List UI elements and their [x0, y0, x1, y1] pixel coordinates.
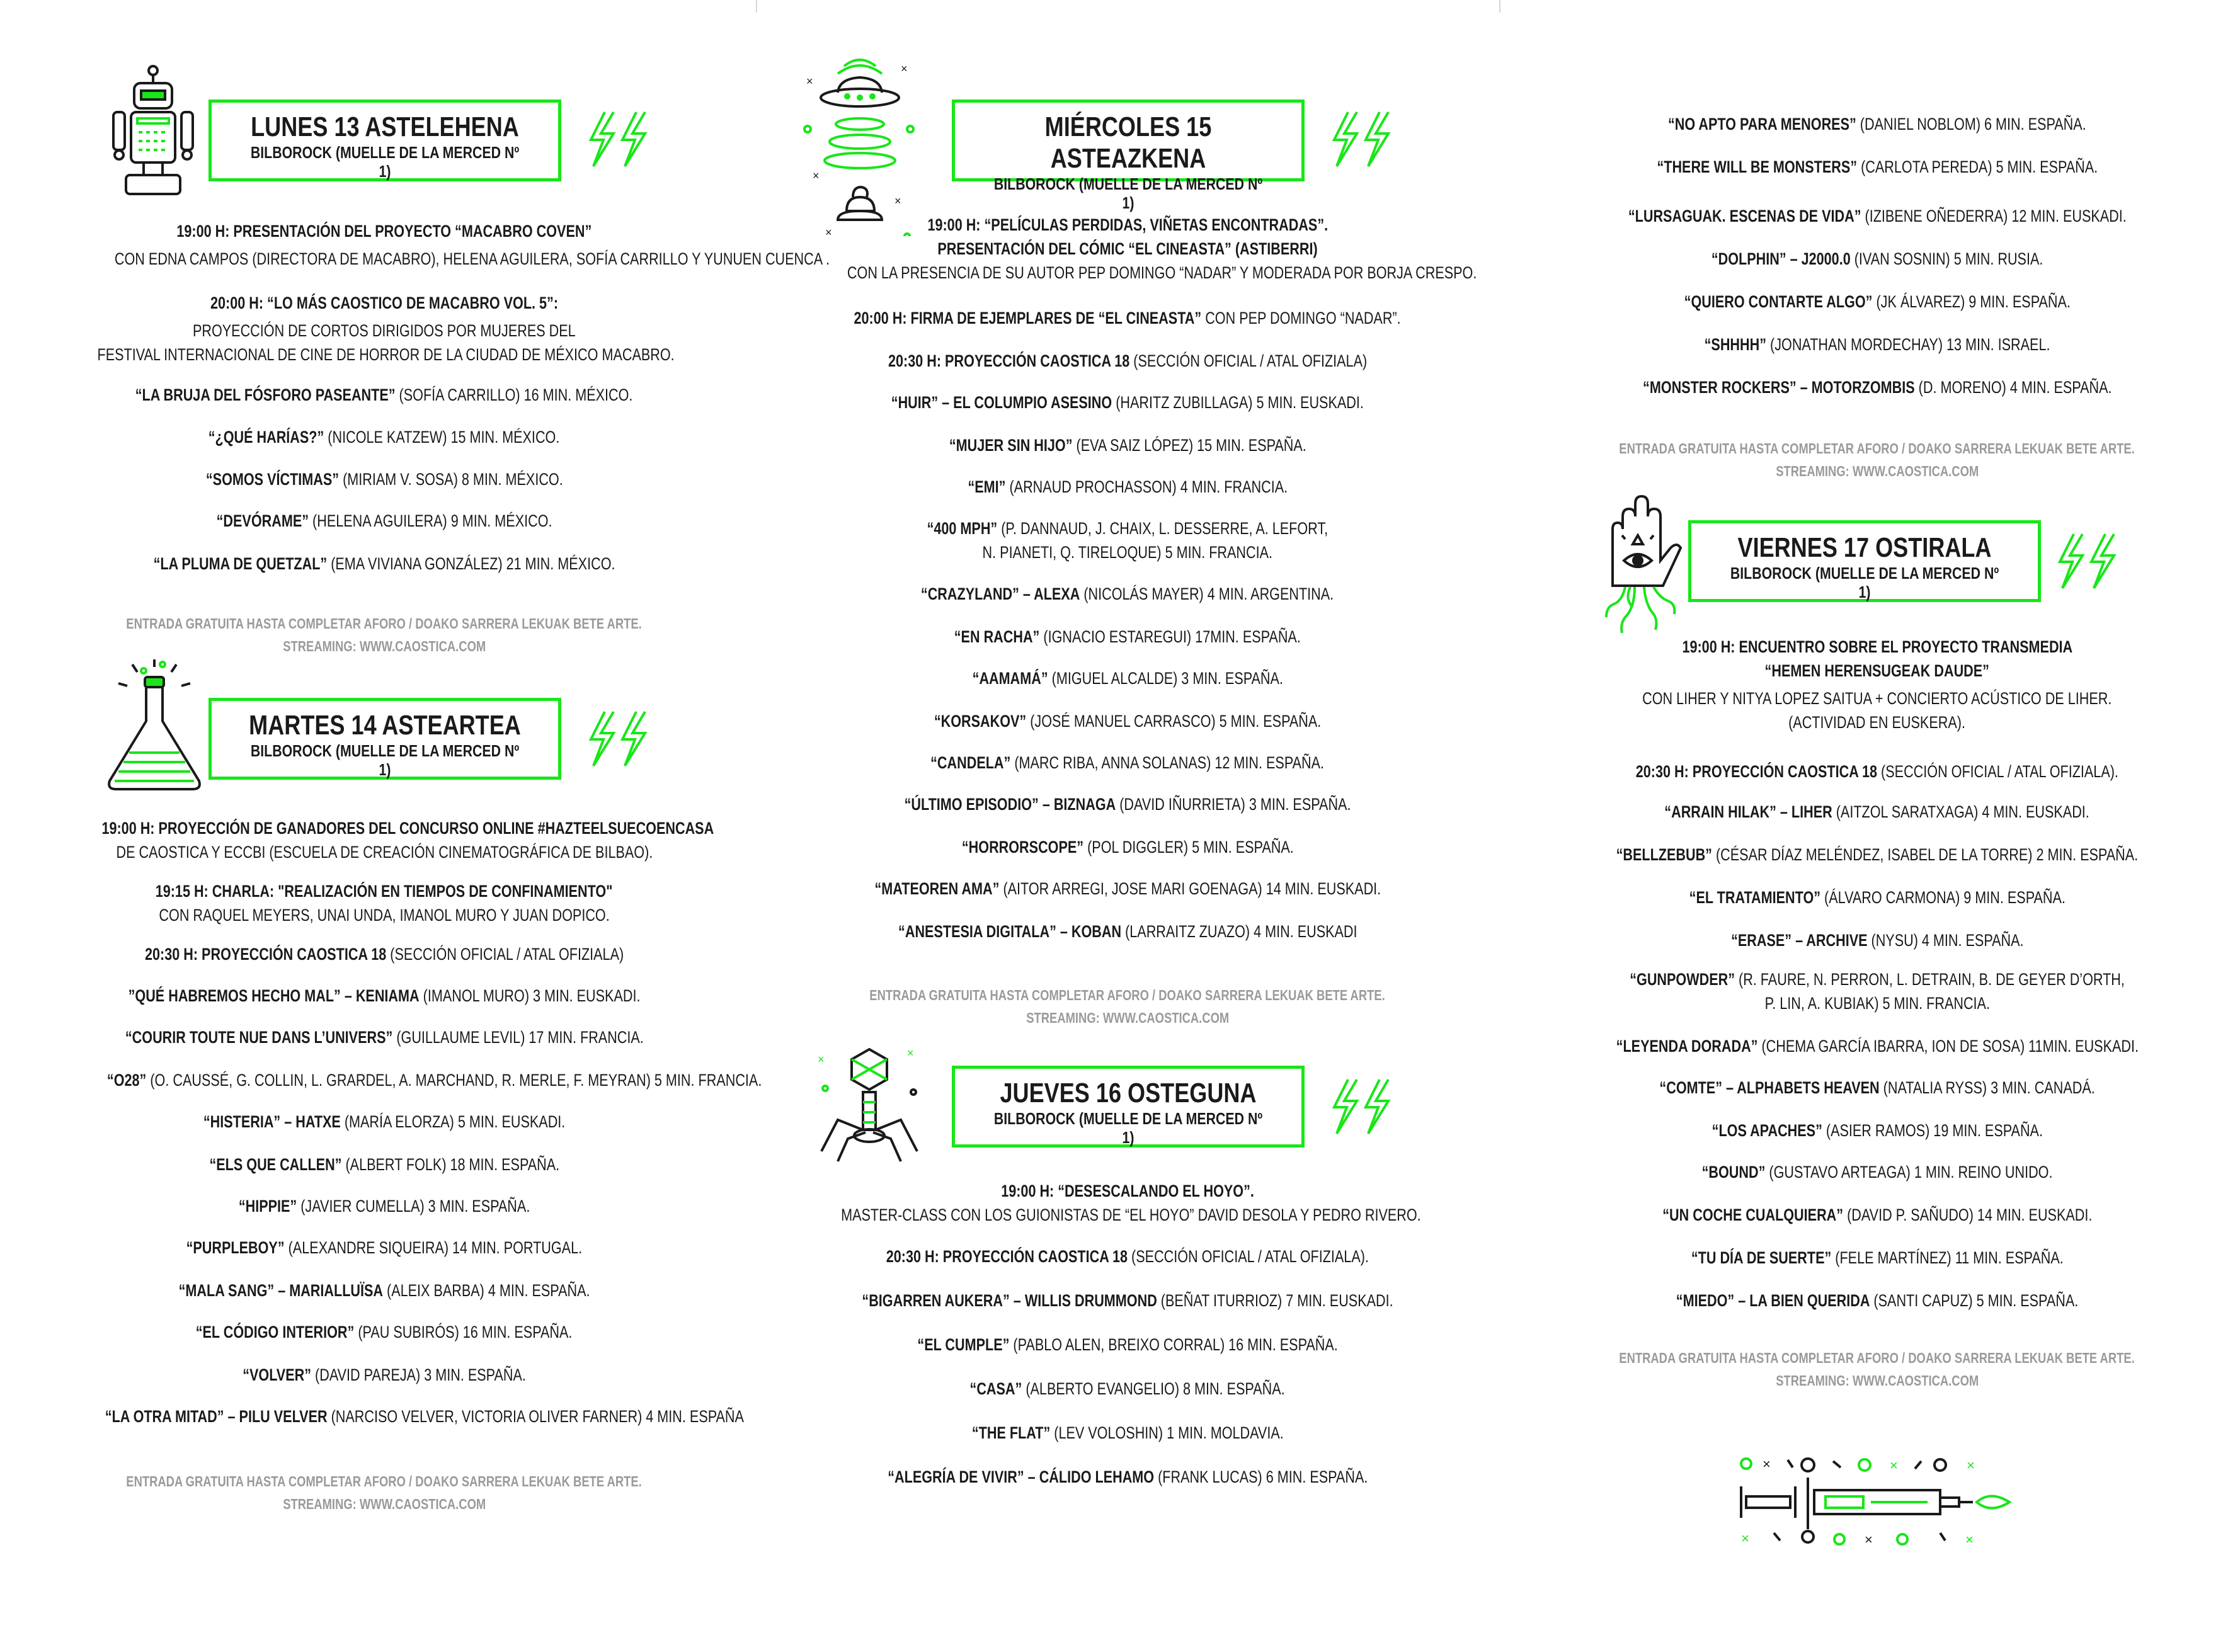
program-title: “ARRAIN HILAK” – LIHER — [1664, 802, 1833, 821]
program-title: “THERE WILL BE MONSTERS” — [1657, 157, 1857, 176]
program-title: “BELLZEBUB” — [1616, 845, 1713, 864]
program-details: (DANIEL NOBLOM) 6 MIN. ESPAÑA. — [1856, 115, 2086, 134]
day-venue: BILBOROCK (MUELLE DE LA MERCED Nº 1) — [250, 741, 520, 779]
lightning-bolts-icon — [1329, 111, 1398, 168]
program-title: “LA OTRA MITAD” – PILU VELVER — [105, 1407, 328, 1426]
program-title: “DOLPHIN” – J2000.0 — [1711, 249, 1851, 268]
program-title: “LEYENDA DORADA” — [1616, 1037, 1758, 1056]
day-box-jueves — [952, 1066, 1305, 1148]
program-line — [769, 1245, 1487, 1268]
program-title: “AAMAMÁ” — [972, 669, 1048, 688]
program-line — [25, 1404, 743, 1428]
program-title: “HISTERIA” – HATXE — [203, 1112, 341, 1131]
program-details: (NATALIA RYSS) 3 MIN. CANADÁ. — [1879, 1078, 2095, 1097]
program-line — [25, 903, 743, 927]
program-line — [769, 1377, 1487, 1401]
program-details: (NARCISO VELVER, VICTORIA OLIVER FARNER) 4 MIN. ESPAÑA — [327, 1407, 744, 1426]
program-title: “CASA” — [969, 1379, 1022, 1398]
program-details: CON PEP DOMINGO “NADAR”. — [1201, 309, 1402, 328]
program-details: (P. DANNAUD, J. CHAIX, L. DESSERRE, A. LEFORT, — [997, 519, 1329, 538]
program-details: (PABLO ALEN, BREIXO CORRAL) 16 MIN. ESPAÑA. — [1009, 1335, 1338, 1354]
program-title: 20:00 H: “LO MÁS CAOSTICO DE MACABRO VOL. 5”: — [210, 293, 559, 312]
program-details: (ALEXANDRE SIQUEIRA) 14 MIN. PORTUGAL. — [284, 1238, 583, 1257]
eye-hand-icon — [1587, 491, 1688, 636]
bacteriophage-icon — [813, 1044, 926, 1164]
program-line — [1537, 635, 2217, 659]
program-title: “KORSAKOV” — [934, 712, 1027, 731]
program-details: (ARNAUD PROCHASSON) 4 MIN. FRANCIA. — [1005, 477, 1288, 496]
program-title: “HUIR” – EL COLUMPIO ASESINO — [891, 393, 1112, 412]
robot-icon — [100, 63, 207, 202]
program-details: (ALEIX BARBA) 4 MIN. ESPAÑA. — [382, 1281, 590, 1300]
program-title: “O28” — [106, 1071, 147, 1090]
program-details: (SOFÍA CARRILLO) 16 MIN. MÉXICO. — [395, 385, 633, 404]
program-line — [769, 1289, 1487, 1313]
program-details: (CHEMA GARCÍA IBARRA, ION DE SOSA) 11MIN. EUSKADI. — [1757, 1037, 2139, 1056]
program-title: “COMTE” – ALPHABETS HEAVEN — [1659, 1078, 1880, 1097]
program-details: (SECCIÓN OFICIAL / ATAL OFIZIALA) — [386, 945, 624, 964]
program-line — [25, 1068, 762, 1092]
program-title: “MALA SANG” – MARIALLUÏSA — [178, 1281, 383, 1300]
program-line — [25, 1110, 743, 1134]
program-title: “TU DÍA DE SUERTE” — [1691, 1248, 1831, 1267]
program-title: “400 MPH” — [927, 519, 998, 538]
program-title: “UN COCHE CUALQUIERA” — [1662, 1205, 1843, 1224]
program-line — [769, 390, 1487, 414]
program-details: (MARÍA ELORZA) 5 MIN. EUSKADI. — [340, 1112, 566, 1131]
program-title: “LA PLUMA DE QUETZAL” — [153, 554, 328, 573]
svg-text:×: × — [1763, 1456, 1771, 1472]
program-line — [1537, 991, 2217, 1015]
lightning-bolts-icon — [1329, 1078, 1398, 1135]
program-title: “HIPPIE” — [238, 1197, 297, 1216]
lightning-bolts-icon — [2055, 533, 2124, 590]
program-details: (IGNACIO ESTAREGUI) 17MIN. ESPAÑA. — [1039, 627, 1301, 646]
program-title: “COURIR TOUTE NUE DANS L’UNIVERS” — [125, 1028, 392, 1047]
program-details: (LARRAITZ ZUAZO) 4 MIN. EUSKADI — [1121, 922, 1357, 941]
program-line — [25, 1194, 743, 1218]
ufo-icon — [800, 54, 920, 236]
program-line — [769, 625, 1487, 649]
program-line — [769, 1179, 1487, 1203]
day-title: MIÉRCOLES 15 ASTEAZKENA — [1044, 111, 1212, 174]
day-box-miercoles — [952, 100, 1305, 212]
program-details: (HARITZ ZUBILLAGA) 5 MIN. EUSKADI. — [1112, 393, 1364, 412]
program-title: “HORRORSCOPE” — [961, 838, 1083, 857]
program-line — [25, 1153, 743, 1176]
program-line — [25, 319, 743, 343]
program-details: (CÉSAR DÍAZ MELÉNDEZ, ISABEL DE LA TORRE) 2 MIN. ESPAÑA. — [1712, 845, 2139, 864]
column-thursday-cont-friday — [1537, 0, 2217, 1652]
program-line — [1537, 760, 2217, 783]
program-line — [769, 349, 1487, 373]
program-details: (AITOR ARREGI, JOSE MARI GOENAGA) 14 MIN. EUSKADI. — [999, 879, 1381, 898]
program-details: (ALBERT FOLK) 18 MIN. ESPAÑA. — [341, 1155, 559, 1174]
day-title: VIERNES 17 OSTIRALA — [1737, 532, 1992, 563]
entry-note: ENTRADA GRATUITA HASTA COMPLETAR AFORO / DOAKO SARRERA LEKUAK BETE ARTE. — [869, 987, 1386, 1003]
program-line — [1537, 333, 2217, 356]
svg-text:×: × — [1741, 1530, 1749, 1546]
day-title: JUEVES 16 OSTEGUNA — [1000, 1078, 1257, 1108]
program-title: “PURPLEBOY” — [186, 1238, 285, 1257]
program-title: PRESENTACIÓN DEL CÓMIC “EL CINEASTA” (ASTIBERRI) — [937, 239, 1318, 258]
day-box-viernes — [1688, 520, 2041, 602]
program-line — [25, 552, 743, 576]
program-line — [1537, 1203, 2217, 1227]
svg-text:×: × — [813, 169, 820, 182]
program-title: “EN RACHA” — [954, 627, 1040, 646]
program-line — [1537, 967, 2217, 991]
program-title: “MUJER SIN HIJO” — [949, 436, 1073, 455]
program-title: 19:00 H: PROYECCIÓN DE GANADORES DEL CONCURSO ONLINE #HAZTEELSUECOENCASA — [101, 819, 714, 838]
program-line — [1537, 886, 2217, 909]
svg-text:×: × — [818, 1053, 825, 1066]
program-title: “EL TRATAMIENTO” — [1689, 888, 1820, 907]
program-line — [1537, 686, 2217, 710]
day-venue: BILBOROCK (MUELLE DE LA MERCED Nº 1) — [1730, 564, 1999, 601]
svg-text:×: × — [894, 195, 901, 207]
program-title: “VOLVER” — [243, 1365, 311, 1384]
program-title: 19:00 H: PRESENTACIÓN DEL PROYECTO “MACABRO COVEN” — [176, 222, 592, 241]
program-details: (DAVID P. SAÑUDO) 14 MIN. EUSKADI. — [1843, 1205, 2093, 1224]
program-details: FESTIVAL INTERNACIONAL DE CINE DE HORROR DE LA CIUDAD DE MÉXICO MACABRO. — [97, 345, 675, 364]
program-details: (IMANOL MURO) 3 MIN. EUSKADI. — [419, 986, 641, 1005]
program-details: (JAVIER CUMELLA) 3 MIN. ESPAÑA. — [297, 1197, 530, 1216]
program-details: (MIRIAM V. SOSA) 8 MIN. MÉXICO. — [338, 470, 563, 489]
program-line — [769, 306, 1487, 330]
program-line — [1537, 155, 2217, 179]
program-details: (O. CAUSSÉ, G. COLLIN, L. GRARDEL, A. MARCHAND, R. MERLE, F. MEYRAN) 5 MIN. FRANCIA. — [146, 1071, 762, 1090]
program-line — [25, 343, 743, 367]
program-line — [1537, 659, 2217, 683]
program-title: “MONSTER ROCKERS” – MOTORZOMBIS — [1642, 378, 1915, 397]
program-title: “NO APTO PARA MENORES” — [1668, 115, 1856, 134]
program-details: PROYECCIÓN DE CORTOS DIRIGIDOS POR MUJERES DEL — [193, 321, 576, 340]
program-line — [25, 467, 743, 491]
program-title: “QUIERO CONTARTE ALGO” — [1684, 292, 1873, 311]
program-line — [769, 213, 1487, 237]
svg-text:×: × — [1865, 1532, 1873, 1547]
program-title: “SHHHH” — [1704, 335, 1766, 354]
program-line — [769, 1421, 1487, 1445]
program-line — [769, 666, 1487, 690]
program-title: 20:30 H: PROYECCIÓN CAOSTICA 18 — [1635, 762, 1878, 781]
program-details: (NICOLÁS MAYER) 4 MIN. ARGENTINA. — [1080, 584, 1334, 603]
program-details: (PAU SUBIRÓS) 16 MIN. ESPAÑA. — [354, 1323, 573, 1342]
program-title: “LA BRUJA DEL FÓSFORO PASEANTE” — [135, 385, 396, 404]
svg-text:×: × — [1965, 1532, 1974, 1547]
program-line — [25, 1320, 743, 1344]
program-details: CON LA PRESENCIA DE SU AUTOR PEP DOMINGO “NADAR” Y MODERADA POR BORJA CRESPO. — [847, 263, 1477, 282]
program-line — [1537, 1246, 2217, 1270]
program-line — [1537, 843, 2217, 867]
program-details: (LEV VOLOSHIN) 1 MIN. MOLDAVIA. — [1049, 1423, 1284, 1442]
day-title: MARTES 14 ASTEARTEA — [249, 710, 521, 741]
program-line — [769, 1333, 1487, 1357]
program-details: (POL DIGGLER) 5 MIN. ESPAÑA. — [1083, 838, 1294, 857]
program-line — [769, 582, 1487, 606]
program-line — [25, 942, 743, 966]
column-monday-tuesday — [25, 0, 830, 1652]
program-details: (BEÑAT ITURRIOZ) 7 MIN. EUSKADI. — [1157, 1291, 1393, 1310]
program-details: (ALBERTO EVANGELIO) 8 MIN. ESPAÑA. — [1022, 1379, 1286, 1398]
day-venue: BILBOROCK (MUELLE DE LA MERCED Nº 1) — [993, 1109, 1263, 1147]
program-line — [25, 219, 743, 243]
syringe-icon — [1739, 1455, 2016, 1549]
program-line — [769, 709, 1487, 733]
program-details: (HELENA AGUILERA) 9 MIN. MÉXICO. — [308, 511, 552, 530]
svg-text:×: × — [806, 75, 813, 88]
program-details: (R. FAURE, N. PERRON, L. DETRAIN, B. DE GEYER D’ORTH, — [1734, 970, 2125, 989]
program-line — [1537, 710, 2217, 734]
program-line — [25, 816, 743, 840]
lightning-bolts-icon — [586, 710, 655, 767]
column-wednesday-thursday — [769, 0, 1487, 1652]
program-line — [1537, 1119, 2217, 1142]
svg-text:×: × — [1890, 1457, 1898, 1473]
day-title: LUNES 13 ASTELEHENA — [251, 111, 519, 142]
program-details: CON EDNA CAMPOS (DIRECTORA DE MACABRO), HELENA AGUILERA, SOFÍA CARRILLO Y YUNUEN CUENCA . — [114, 249, 830, 268]
program-details: (AITZOL SARATXAGA) 4 MIN. EUSKADI. — [1832, 802, 2090, 821]
program-details: CON LIHER Y NITYA LOPEZ SAITUA + CONCIERTO ACÚSTICO DE LIHER. — [1642, 689, 2112, 708]
program-line — [25, 1236, 743, 1260]
program-line — [1537, 928, 2217, 952]
program-line — [769, 1465, 1487, 1489]
program-details: CON RAQUEL MEYERS, UNAI UNDA, IMANOL MURO Y JUAN DOPICO. — [159, 906, 610, 925]
program-details: (FELE MARTÍNEZ) 11 MIN. ESPAÑA. — [1831, 1248, 2064, 1267]
program-title: “¿QUÉ HARÍAS?” — [209, 428, 324, 447]
program-details: (DAVID IÑURRIETA) 3 MIN. ESPAÑA. — [1116, 795, 1351, 814]
program-details: (ÁLVARO CARMONA) 9 MIN. ESPAÑA. — [1820, 888, 2066, 907]
day-venue: BILBOROCK (MUELLE DE LA MERCED Nº 1) — [993, 174, 1263, 212]
program-line — [769, 433, 1487, 457]
program-details: (SECCIÓN OFICIAL / ATAL OFIZIALA) — [1129, 351, 1368, 370]
program-title: “LOS APACHES” — [1711, 1121, 1822, 1140]
program-line — [769, 877, 1487, 901]
entry-note: ENTRADA GRATUITA HASTA COMPLETAR AFORO / DOAKO SARRERA LEKUAK BETE ARTE. — [1619, 440, 2135, 457]
program-title: “CRAZYLAND” – ALEXA — [921, 584, 1080, 603]
entry-note: STREAMING: WWW.CAOSTICA.COM — [283, 1496, 486, 1512]
program-line — [1537, 112, 2217, 136]
entry-note: STREAMING: WWW.CAOSTICA.COM — [283, 638, 486, 654]
program-line — [769, 475, 1487, 499]
program-line — [25, 1279, 743, 1302]
day-box-martes — [209, 698, 561, 780]
fold-mark-right — [1499, 0, 1500, 13]
program-title: “MIEDO” – LA BIEN QUERIDA — [1676, 1291, 1870, 1310]
program-title: “LURSAGUAK. ESCENAS DE VIDA” — [1628, 207, 1861, 225]
program-title: “BIGARREN AUKERA” – WILLIS DRUMMOND — [862, 1291, 1157, 1310]
program-details: (IZIBENE OÑEDERRA) 12 MIN. EUSKADI. — [1861, 207, 2127, 225]
program-title: “HEMEN HERENSUGEAK DAUDE” — [1764, 661, 1990, 680]
program-title: 19:00 H: “DESESCALANDO EL HOYO”. — [1001, 1182, 1254, 1200]
program-title: “BOUND” — [1701, 1163, 1766, 1182]
program-details: (JOSÉ MANUEL CARRASCO) 5 MIN. ESPAÑA. — [1026, 712, 1322, 731]
program-line — [1537, 800, 2217, 824]
program-line — [25, 509, 743, 533]
program-title: 19:00 H: ENCUENTRO SOBRE EL PROYECTO TRANSMEDIA — [1682, 637, 2072, 656]
program-line — [1537, 1160, 2217, 1184]
program-line — [769, 261, 1487, 285]
program-details: MASTER-CLASS CON LOS GUIONISTAS DE “EL HOYO” DAVID DESOLA Y PEDRO RIVERO. — [841, 1205, 1421, 1224]
program-line — [25, 1025, 743, 1049]
svg-text:×: × — [825, 226, 832, 236]
program-details: (MIGUEL ALCALDE) 3 MIN. ESPAÑA. — [1048, 669, 1283, 688]
program-title: “EL CUMPLE” — [917, 1335, 1010, 1354]
program-line — [769, 516, 1487, 540]
program-line — [1537, 204, 2217, 228]
program-line — [769, 751, 1487, 775]
program-line — [25, 425, 743, 449]
program-line — [25, 383, 743, 407]
program-details: (EMA VIVIANA GONZÁLEZ) 21 MIN. MÉXICO. — [327, 554, 615, 573]
program-title: “THE FLAT” — [971, 1423, 1050, 1442]
svg-text:×: × — [901, 62, 908, 75]
program-details: (GUILLAUME LEVIL) 17 MIN. FRANCIA. — [392, 1028, 644, 1047]
program-line — [1537, 290, 2217, 314]
program-line — [25, 984, 743, 1008]
program-title: “ÚLTIMO EPISODIO” – BIZNAGA — [904, 795, 1116, 814]
program-title: “ERASE” – ARCHIVE — [1730, 931, 1868, 950]
day-venue: BILBOROCK (MUELLE DE LA MERCED Nº 1) — [250, 143, 520, 181]
program-title: “SOMOS VÍCTIMAS” — [205, 470, 339, 489]
program-details: (MARC RIBA, ANNA SOLANAS) 12 MIN. ESPAÑA. — [1010, 753, 1325, 772]
program-title: 19:00 H: “PELÍCULAS PERDIDAS, VIÑETAS ENCONTRADAS”. — [927, 215, 1328, 234]
program-title: “GUNPOWDER” — [1630, 970, 1735, 989]
program-title: 20:30 H: PROYECCIÓN CAOSTICA 18 — [886, 1247, 1128, 1266]
program-title: “DEVÓRAME” — [216, 511, 309, 530]
program-details: P. LIN, A. KUBIAK) 5 MIN. FRANCIA. — [1764, 994, 1990, 1013]
program-title: “EMI” — [968, 477, 1006, 496]
day-box-lunes — [209, 100, 561, 181]
program-line — [769, 835, 1487, 859]
program-line — [769, 920, 1487, 943]
program-line — [769, 792, 1487, 816]
program-line — [25, 247, 830, 271]
program-title: “ALEGRÍA DE VIVIR” – CÁLIDO LEHAMO — [887, 1467, 1154, 1486]
program-details: (SANTI CAPUZ) 5 MIN. ESPAÑA. — [1870, 1291, 2079, 1310]
program-title: “EL CÓDIGO INTERIOR” — [196, 1323, 355, 1342]
program-details: (FRANK LUCAS) 6 MIN. ESPAÑA. — [1153, 1467, 1368, 1486]
program-details: (IVAN SOSNIN) 5 MIN. RUSIA. — [1850, 249, 2043, 268]
program-line — [1537, 247, 2217, 271]
program-line — [25, 840, 743, 864]
program-title: “ELS QUE CALLEN” — [209, 1155, 342, 1174]
lightning-bolts-icon — [586, 111, 655, 168]
entry-note: STREAMING: WWW.CAOSTICA.COM — [1776, 1372, 1979, 1389]
program-line — [1537, 375, 2217, 399]
svg-text:×: × — [907, 1047, 914, 1059]
program-details: (SECCIÓN OFICIAL / ATAL OFIZIALA). — [1877, 762, 2119, 781]
program-title: “ANESTESIA DIGITALA” – KOBAN — [898, 922, 1121, 941]
program-title: “MATEOREN AMA” — [874, 879, 1000, 898]
program-line — [1537, 1076, 2217, 1100]
program-title: 19:15 H: CHARLA: "REALIZACIÓN EN TIEMPOS DE CONFINAMIENTO" — [156, 882, 613, 901]
program-title: 20:30 H: PROYECCIÓN CAOSTICA 18 — [144, 945, 387, 964]
svg-text:×: × — [1967, 1457, 1975, 1473]
program-line — [769, 237, 1487, 261]
fold-mark-left — [756, 0, 757, 13]
program-details: (JK ÁLVAREZ) 9 MIN. ESPAÑA. — [1872, 292, 2071, 311]
program-details: (GUSTAVO ARTEAGA) 1 MIN. REINO UNIDO. — [1765, 1163, 2053, 1182]
program-line — [1537, 1289, 2217, 1313]
program-line — [25, 1363, 743, 1387]
program-details: (DAVID PAREJA) 3 MIN. ESPAÑA. — [311, 1365, 526, 1384]
program-line — [769, 1203, 1487, 1227]
program-title: “CANDELA” — [930, 753, 1011, 772]
program-details: (NYSU) 4 MIN. ESPAÑA. — [1867, 931, 2024, 950]
entry-note: STREAMING: WWW.CAOSTICA.COM — [1026, 1010, 1229, 1026]
program-line — [25, 291, 743, 315]
entry-note: ENTRADA GRATUITA HASTA COMPLETAR AFORO / DOAKO SARRERA LEKUAK BETE ARTE. — [126, 1473, 643, 1490]
entry-note: STREAMING: WWW.CAOSTICA.COM — [1776, 463, 1979, 479]
program-details: N. PIANETI, Q. TIRELOQUE) 5 MIN. FRANCIA. — [982, 543, 1273, 562]
program-details: DE CAOSTICA Y ECCBI (ESCUELA DE CREACIÓN CINEMATOGRÁFICA DE BILBAO). — [116, 843, 653, 862]
flask-icon — [94, 658, 214, 794]
program-details: (EVA SAIZ LÓPEZ) 15 MIN. ESPAÑA. — [1072, 436, 1306, 455]
program-details: (ACTIVIDAD EN EUSKERA). — [1788, 713, 1966, 732]
program-title: 20:30 H: PROYECCIÓN CAOSTICA 18 — [888, 351, 1130, 370]
program-details: (SECCIÓN OFICIAL / ATAL OFIZIALA). — [1128, 1247, 1369, 1266]
program-line — [1537, 1034, 2217, 1058]
entry-note: ENTRADA GRATUITA HASTA COMPLETAR AFORO / DOAKO SARRERA LEKUAK BETE ARTE. — [126, 615, 643, 632]
program-details: (JONATHAN MORDECHAY) 13 MIN. ISRAEL. — [1766, 335, 2050, 354]
program-title: 20:00 H: FIRMA DE EJEMPLARES DE “EL CINEASTA” — [854, 309, 1202, 328]
program-line — [769, 540, 1487, 564]
program-title: ”QUÉ HABREMOS HECHO MAL” – KENIAMA — [128, 986, 420, 1005]
entry-note: ENTRADA GRATUITA HASTA COMPLETAR AFORO / DOAKO SARRERA LEKUAK BETE ARTE. — [1619, 1350, 2135, 1366]
program-details: (CARLOTA PEREDA) 5 MIN. ESPAÑA. — [1856, 157, 2098, 176]
program-details: (ASIER RAMOS) 19 MIN. ESPAÑA. — [1822, 1121, 2043, 1140]
program-details: (D. MORENO) 4 MIN. ESPAÑA. — [1914, 378, 2112, 397]
program-details: (NICOLE KATZEW) 15 MIN. MÉXICO. — [324, 428, 560, 447]
program-line — [25, 879, 743, 903]
